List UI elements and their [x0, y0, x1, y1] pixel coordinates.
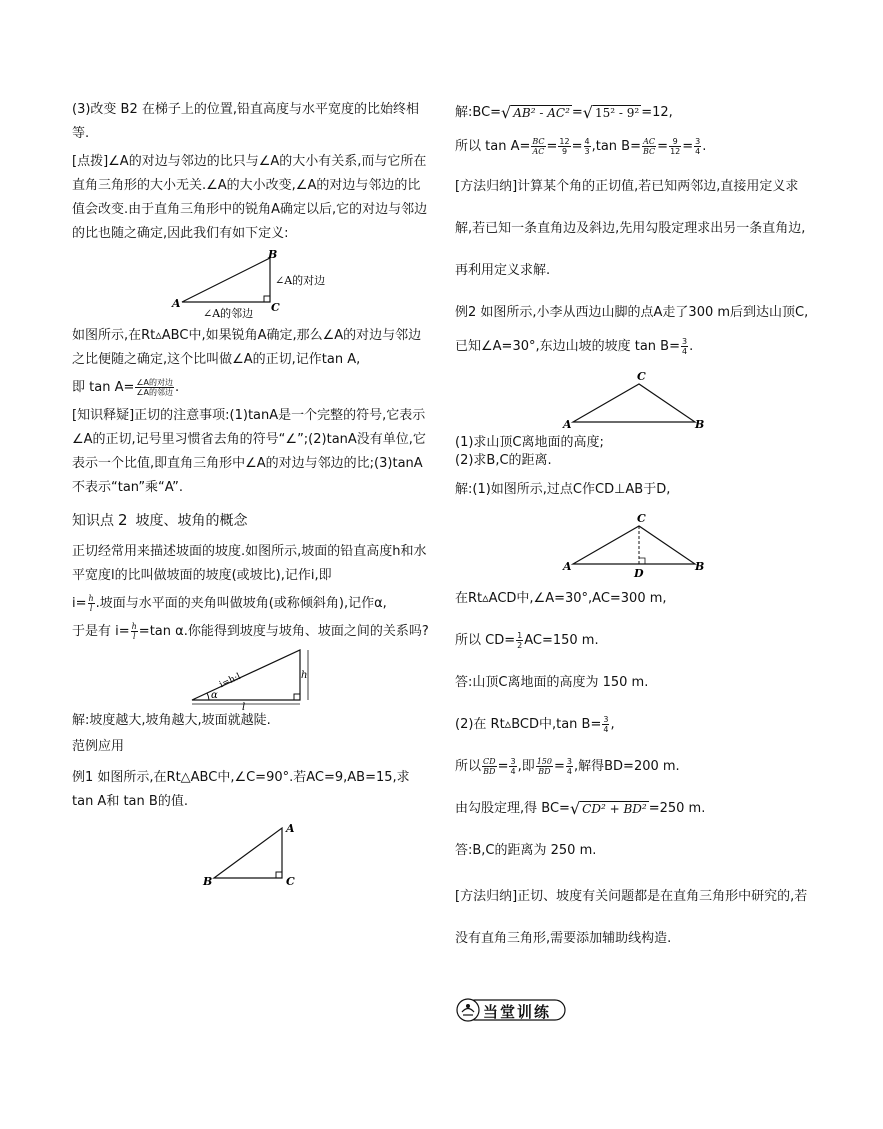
section-badge-classroom-practice — [455, 997, 567, 1023]
label-h: h — [301, 670, 308, 681]
figure-example-2 — [455, 368, 815, 434]
triangle-diagram-example-1 — [72, 820, 432, 890]
paragraph-tip: [点拨]∠A的对边与邻边的比只与∠A的大小有关系,而与它所在直角三角形的大小无关.∠A的大小改变,∠A的对边与邻边的比值会改变.由于直角三角形中的锐角A确定以后,它的对边与邻边的比也随之确定,因此我们有如下定义: — [72, 154, 428, 241]
paragraph-3-change-b2: (3)改变 B2 在梯子上的位置,铅直高度与水平宽度的比始终相等. — [72, 102, 420, 141]
triangle-diagram-1 — [72, 250, 432, 324]
solution-bc: 解:BC= √ AB² - AC² = √ 15² - 9² =12, — [455, 102, 673, 122]
method-summary-2: [方法归纳]正切、坡度有关问题都是在直角三角形中研究的,若没有直角三角形,需要添加辅助线构造. — [455, 889, 808, 946]
formula-i-ratio: i= $\frac{h}{l}$ .坡面与水平面的夹角叫做坡角(或称倾斜角),记作α, — [72, 594, 387, 613]
fraction-tan-def: $\frac{\text{∠A的对边}}{\text{∠A的邻边}}$ — [136, 378, 174, 397]
figure-example-1 — [72, 820, 432, 890]
label-B: B — [203, 875, 213, 888]
section-heading-2: 知识点 2 坡度、坡角的概念 — [72, 511, 248, 529]
figure-right-triangle-tan-def — [72, 250, 432, 324]
label-adjacent-side: ∠A的邻边 — [203, 307, 254, 320]
label-opposite-side: ∠A的对边 — [275, 274, 326, 287]
label-A: A — [563, 560, 572, 573]
paragraph-definition: 如图所示,在Rt▵ABC中,如果锐角A确定,那么∠A的对边与邻边之比便随之确定,这个比叫做∠A的正切,记作tan A, — [72, 328, 422, 367]
example-1: 例1 如图所示,在Rt△ABC中,∠C=90°.若AC=9,AB=15,求 tan A和 tan B的值. — [72, 770, 410, 809]
label-C: C — [271, 301, 280, 314]
label-alpha: α — [211, 690, 218, 701]
solution-bc-pythagoras: 由勾股定理,得 BC= √ CD² + BD² =250 m. — [455, 798, 706, 818]
mountain-triangle-diagram — [455, 368, 815, 434]
label-A: A — [563, 418, 572, 431]
question-2: (2)求B,C的距离. — [455, 453, 552, 468]
heading-examples: 范例应用 — [72, 739, 125, 754]
answer-1: 答:山顶C离地面的高度为 150 m. — [455, 675, 649, 690]
badge-label: 当堂训练 — [483, 1003, 552, 1021]
figure-example-2-altitude — [455, 506, 815, 578]
solution-rt-bcd: (2)在 Rt▵BCD中,tan B= $\frac{3}{4}$ , — [455, 715, 615, 734]
label-B: B — [268, 250, 278, 261]
solution-rt-acd: 在Rt▵ACD中,∠A=30°,AC=300 m, — [455, 591, 667, 606]
solution-tan-values: 所以 tan A= $\frac{BC}{AC}$ = $\frac{12}{9}$ = $\frac{4}{3}$ ,tan B= $\frac{AC}{BC}$ = $\frac{9}{12}$ = $\frac{3}{4}$ . — [455, 137, 707, 156]
method-summary-1: [方法归纳]计算某个角的正切值,若已知两邻边,直接用定义求解,若已知一条直角边及斜边,先用勾股定理求出另一条直角边,再利用定义求解. — [455, 179, 806, 278]
solution-1-construct: 解:(1)如图所示,过点C作CD⊥AB于D, — [455, 482, 671, 497]
label-l: l — [242, 702, 246, 710]
label-A: A — [286, 822, 295, 835]
label-B: B — [695, 560, 705, 573]
example-2: 例2 如图所示,小李从西边山脚的点A走了300 m后到达山顶C,已知∠A=30°,东边山坡的坡度 tan B= $\frac{3}{4}$ . — [455, 305, 809, 356]
question-1: (1)求山顶C离地面的高度; — [455, 435, 604, 450]
answer-slope: 解:坡度越大,坡角越大,坡面就越陡. — [72, 713, 271, 728]
formula-i-tan: 于是有 i= $\frac{h}{l}$ =tan α.你能得到坡度与坡角、坡面之间的关系吗? — [72, 622, 429, 641]
label-D: D — [634, 567, 644, 578]
paragraph-slope-intro: 正切经常用来描述坡面的坡度.如图所示,坡面的铅直高度h和水平宽度l的比叫做坡面的坡度(或坡比),记作i,即 — [72, 544, 427, 583]
label-C: C — [637, 370, 646, 383]
label-B: B — [695, 418, 705, 431]
slope-diagram — [72, 648, 432, 710]
right-column — [455, 98, 815, 964]
label-slope-ratio: i=h:l — [218, 671, 243, 691]
left-column — [72, 98, 432, 890]
formula-tan-a: 即 tan A= $\frac{\text{∠A的对边}}{\text{∠A的邻边}}$ . — [72, 378, 180, 397]
solution-bd: 所以 $\frac{CD}{BD}$ = $\frac{3}{4}$ ,即 $\frac{150}{BD}$ = $\frac{3}{4}$ ,解得BD=200 m. — [455, 757, 680, 776]
solution-cd: 所以 CD= $\frac{1}{2}$ AC=150 m. — [455, 631, 599, 650]
label-C: C — [286, 875, 295, 888]
answer-2: 答:B,C的距离为 250 m. — [455, 843, 597, 858]
label-A: A — [172, 297, 181, 310]
label-C: C — [637, 512, 646, 525]
mountain-altitude-diagram — [455, 506, 815, 578]
figure-slope — [72, 648, 432, 710]
paragraph-knowledge-notes: [知识释疑]正切的注意事项:(1)tanA是一个完整的符号,它表示∠A的正切,记号里习惯省去角的符号“∠”;(2)tanA没有单位,它表示一个比值,即直角三角形中∠A的对边与邻边的比;(3)tanA不表示“tan”乘“A”. — [72, 408, 426, 495]
